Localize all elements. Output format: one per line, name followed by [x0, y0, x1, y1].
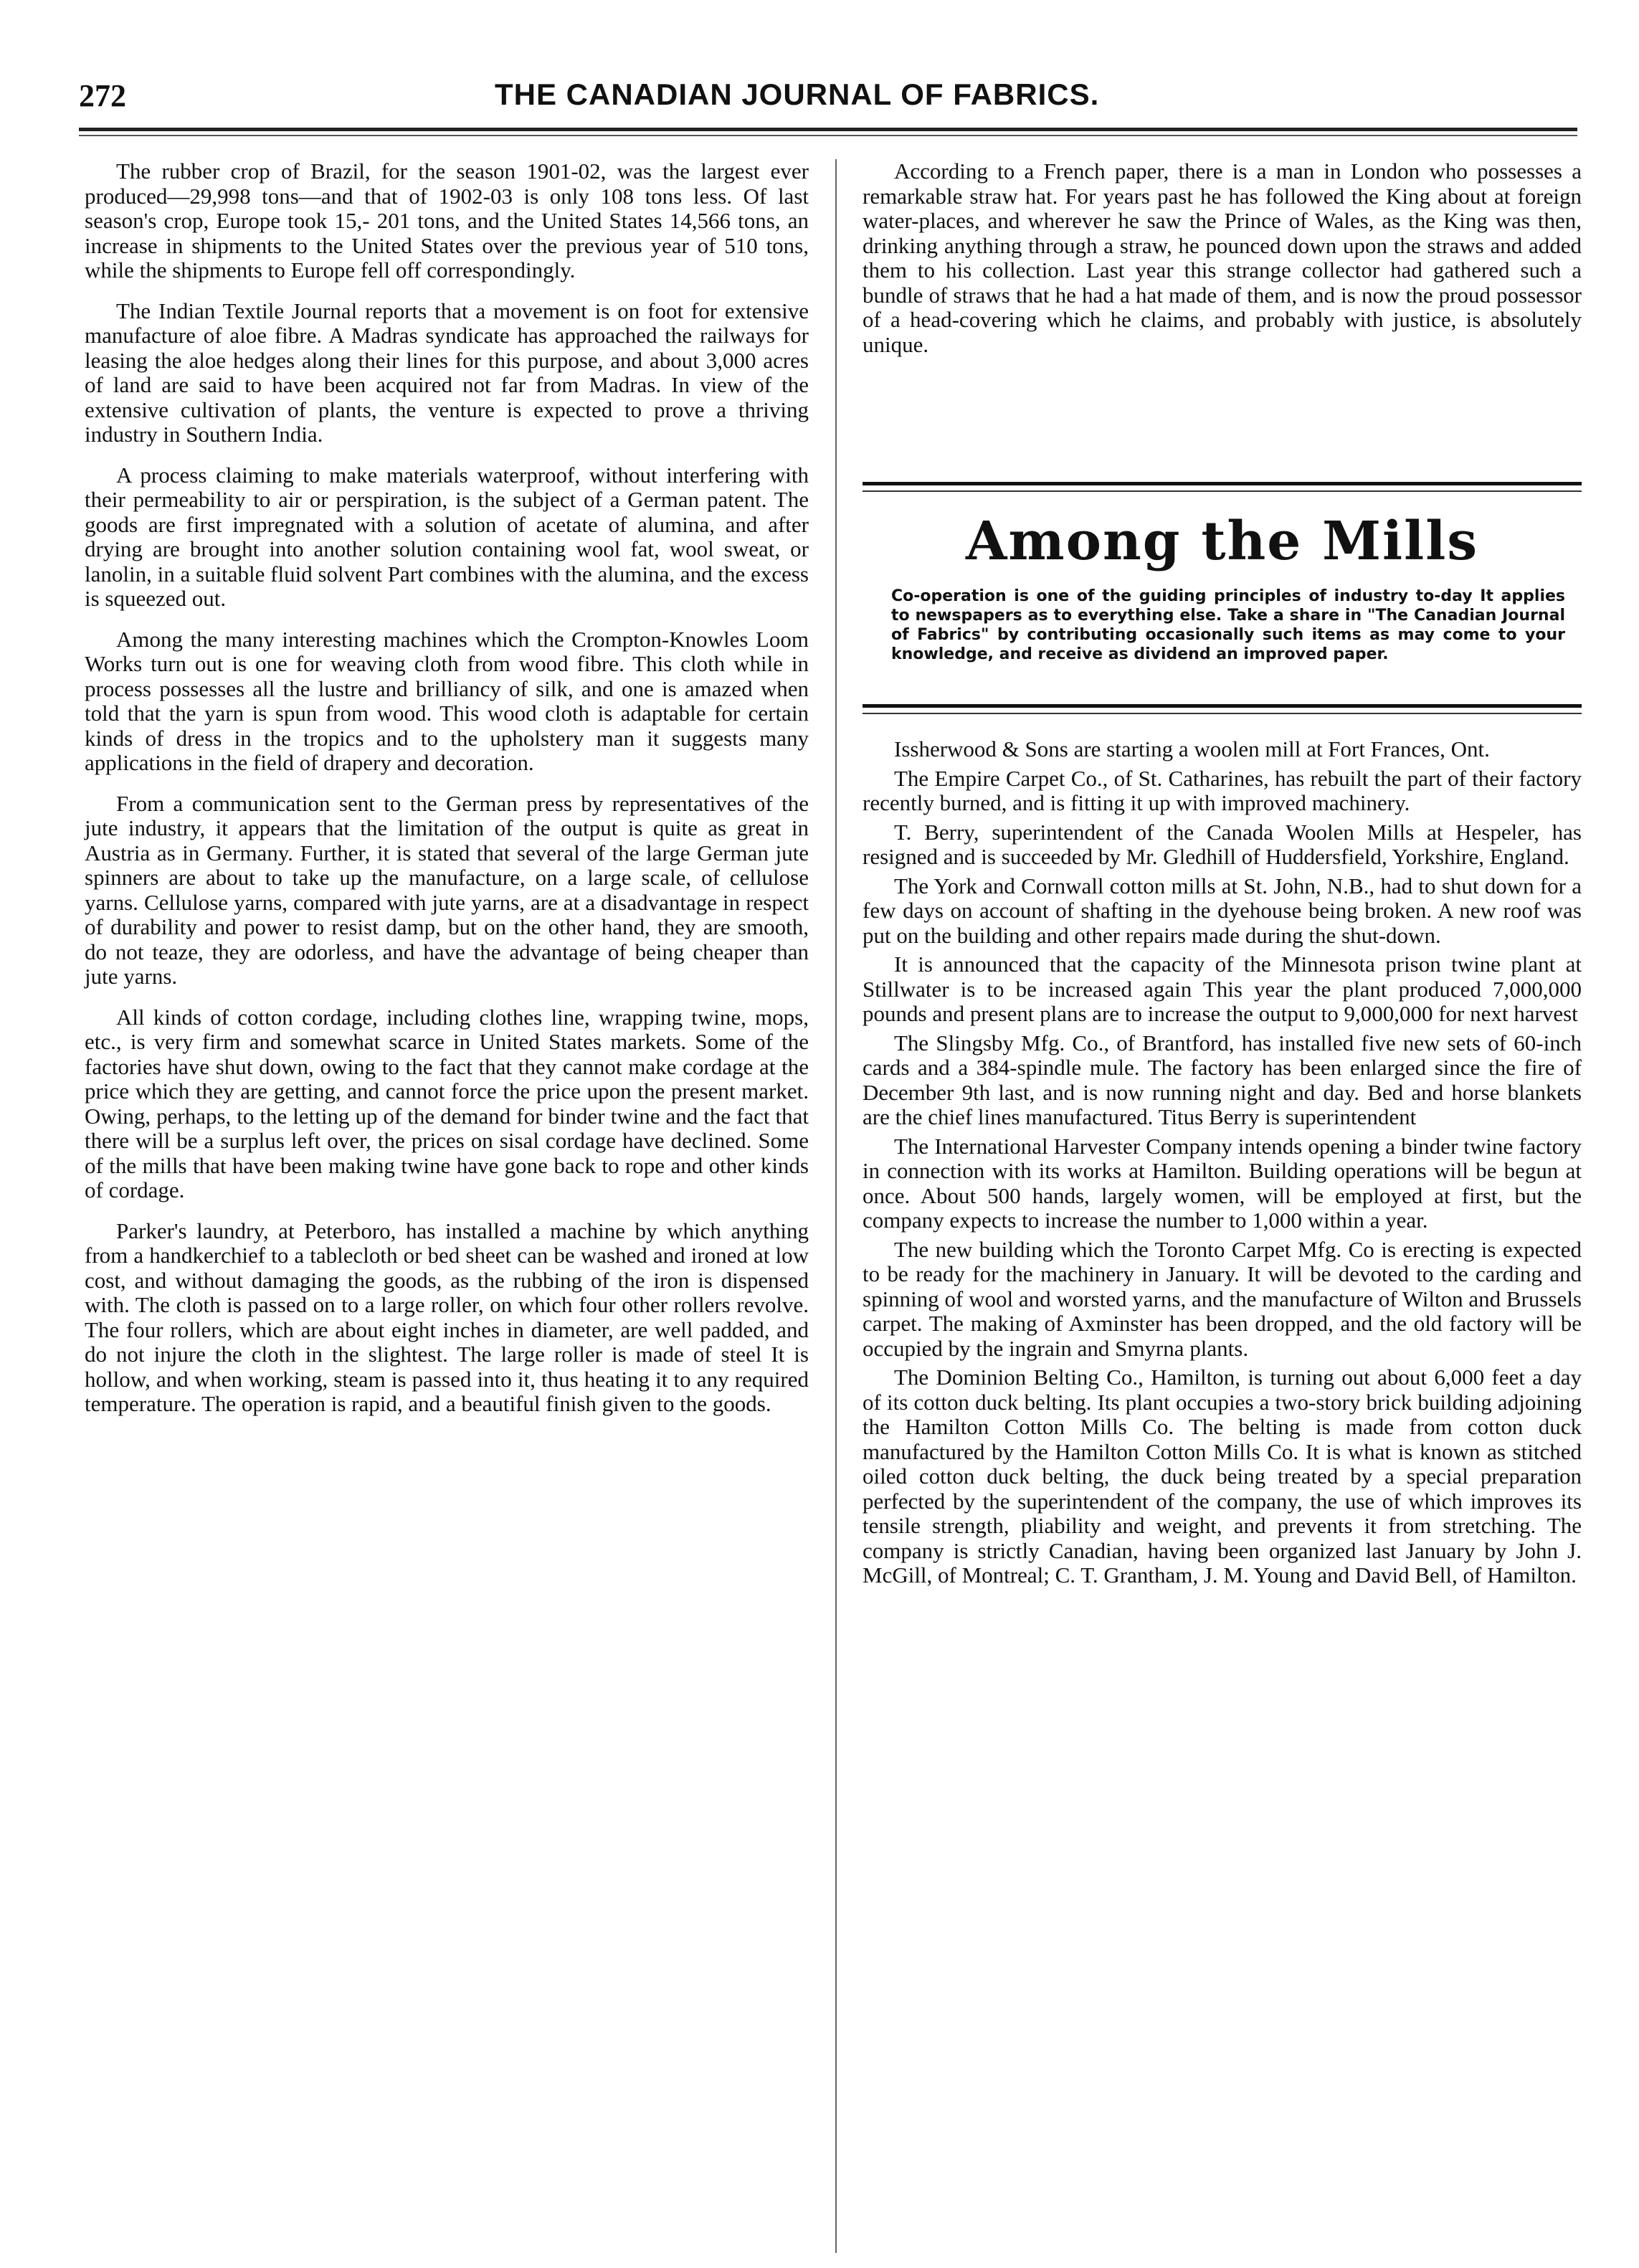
journal-title: THE CANADIAN JOURNAL OF FABRICS.	[495, 77, 1100, 111]
news-item: The Dominion Belting Co., Hamilton, is turning out about 6,000 feet a day of its cotton duck belting. Its plant occupies a two-story brick building adjoining the Hamilton Cotton Mills Co. The belting is made from cotton duck manufactured by the Hamilton Cotton Mills Co. It is what is known as stitched oiled cotton duck belting, the duck being treated by a special preparation perfected by the superintendent of the company, the use of which improves its tensile strength, pliability and weight, and prevents it from stretching. The company is strictly Canadian, having been organized last January by John J. McGill, of Montreal; C. T. Grantham, J. M. Young and David Bell, of Hamilton.	[863, 1365, 1582, 1588]
news-item: T. Berry, superintendent of the Canada Woolen Mills at Hespeler, has resigned and is succeeded by Mr. Gledhill of Huddersfield, Yorkshire, England.	[863, 819, 1582, 869]
article-paragraph: All kinds of cotton cordage, including clothes line, wrapping twine, mops, etc., is very firm and somewhat scarce in United States markets. Some of the factories have shut down, owing to the fact that they cannot make cordage at the price which they are getting, and cannot force the price upon the present market. Owing, perhaps, to the letting up of the demand for binder twine and the fact that there will be a surplus left over, the prices on sisal cordage have declined. Some of the mills that have been making twine have gone back to rope and other kinds of cordage.	[85, 1004, 809, 1202]
news-item: The Slingsby Mfg. Co., of Brantford, has installed five new sets of 60-inch cards and a 384-spindle mule. The factory has been enlarged since the fire of December 9th last, and is now running night and day. Bed and horse blankets are the chief lines manufactured. Titus Berry is superintendent	[863, 1030, 1582, 1129]
article-paragraph: A process claiming to make materials waterproof, without interfering with their permeability to air or perspiration, is the subject of a German patent. The goods are first impregnated with a solution of acetate of alumina, and after drying are brought into another solution containing wool fat, wool sweat, or lanolin, in a suitable fluid solvent Part combines with the alumina, and the excess is squeezed out.	[85, 462, 809, 611]
left-column	[85, 159, 809, 1433]
article-paragraph: From a communication sent to the German press by representatives of the jute industry, it appears that the limitation of the output is quite as great in Austria as in Germany. Further, it is stated that several of the large German jute spinners are about to take up the manufacture, on a large scale, of cellulose yarns. Cellulose yarns, compared with jute yarns, are at a disadvantage in respect of durability and power to resist damp, but on the other hand, they are smooth, do not teaze, they are odorless, and have the advantage of being cheaper than jute yarns.	[85, 790, 809, 989]
section-rule-bottom-thin	[863, 713, 1582, 714]
right-column-bottom	[863, 737, 1582, 1593]
section-rule-bottom	[863, 704, 1582, 708]
article-paragraph: Parker's laundry, at Peterboro, has installed a machine by which anything from a handkerchief to a tablecloth or bed sheet can be washed and ironed at low cost, and without damaging the goods, as the rubbing of the iron is dispensed with. The cloth is passed on to a large roller, on which four other rollers revolve. The four rollers, which are about eight inches in diameter, are well padded, and do not injure the cloth in the slightest. The large roller is made of steel It is hollow, and when working, steam is passed into it, thus heating it to any required temperature. The operation is rapid, and a beautiful finish given to the goods.	[85, 1218, 809, 1416]
news-item: The York and Cornwall cotton mills at St. John, N.B., had to shut down for a few days on account of shafting in the dyehouse being broken. A new roof was put on the building and other repairs made during the shut-down.	[863, 873, 1582, 948]
section-rule-top-thin	[863, 490, 1582, 492]
header-rule-thin	[79, 135, 1577, 136]
article-paragraph: Among the many interesting machines which the Crompton-Knowles Loom Works turn out is one for weaving cloth from wood fibre. This cloth while in process possesses all the lustre and brilliancy of silk, and one is amazed when told that the yarn is spun from wood. This wood cloth is adaptable for certain kinds of dress in the tropics and to the upholstery man it suggests many applications in the field of drapery and decoration.	[85, 626, 809, 775]
news-item: The Empire Carpet Co., of St. Catharines, has rebuilt the part of their factory recently burned, and is fitting it up with improved machinery.	[863, 765, 1582, 815]
news-item: The new building which the Toronto Carpet Mfg. Co is erecting is expected to be ready for the machinery in January. It will be devoted to the carding and spinning of wool and worsted yarns, and the manufacture of Wilton and Brussels carpet. The making of Axminster has been dropped, and the old factory will be occupied by the ingrain and Smyrna plants.	[863, 1236, 1582, 1361]
page-header	[79, 77, 1577, 128]
news-item: Issherwood & Sons are starting a woolen mill at Fort Frances, Ont.	[894, 736, 1490, 761]
article-paragraph: According to a French paper, there is a man in London who possesses a remarkable straw hat. For years past he has followed the King about at foreign water-places, and wherever he saw the Prince of Wales, as the King was then, drinking anything through a straw, he pounced down upon the straws and added them to his collection. Last year this strange collector had gathered such a bundle of straws that he had a hat made of them, and is now the proud possessor of a head-covering which he claims, and probably with justice, is absolutely unique.	[863, 158, 1582, 357]
right-column-top	[863, 159, 1582, 373]
article-paragraph: The rubber crop of Brazil, for the season 1901-02, was the largest ever produced—29,998 tons—and that of 1902-03 is only 108 tons less. Of last season's crop, Europe took 15,- 201 tons, and the United States 14,566 tons, an increase in shipments to the United States over the previous year of 510 tons, while the shipments to Europe fell off correspondingly.	[85, 158, 809, 283]
section-intro: Co-operation is one of the guiding principles of industry to-day It applies to newspapers as to everything else. Take a share in "The Canadian Journal of Fabrics" by contributing occasionally such items as may come to your knowledge, and receive as dividend an improved paper.	[891, 587, 1565, 663]
news-item: The International Harvester Company intends opening a binder twine factory in connection with its works at Hamilton. Building operations will be begun at once. About 500 hands, largely women, will be employed at first, but the company expects to increase the number to 1,000 within a year.	[863, 1133, 1582, 1233]
article-paragraph: The Indian Textile Journal reports that a movement is on foot for extensive manufacture of aloe fibre. A Madras syndicate has approached the railways for leasing the aloe hedges along their lines for this purpose, and about 3,000 acres of land are said to have been acquired not far from Madras. In view of the extensive cultivation of plants, the venture is expected to prove a thriving industry in Southern India.	[85, 298, 809, 447]
section-title: Among the Mills	[965, 511, 1479, 572]
column-divider	[835, 159, 837, 2253]
header-rule	[79, 128, 1577, 131]
page-number: 272	[79, 78, 126, 113]
news-item: It is announced that the capacity of the Minnesota prison twine plant at Stillwater is to be increased again This year the plant produced 7,000,000 pounds and present plans are to increase the output to 9,000,000 for next harvest	[863, 952, 1582, 1026]
section-rule-top	[863, 482, 1582, 485]
